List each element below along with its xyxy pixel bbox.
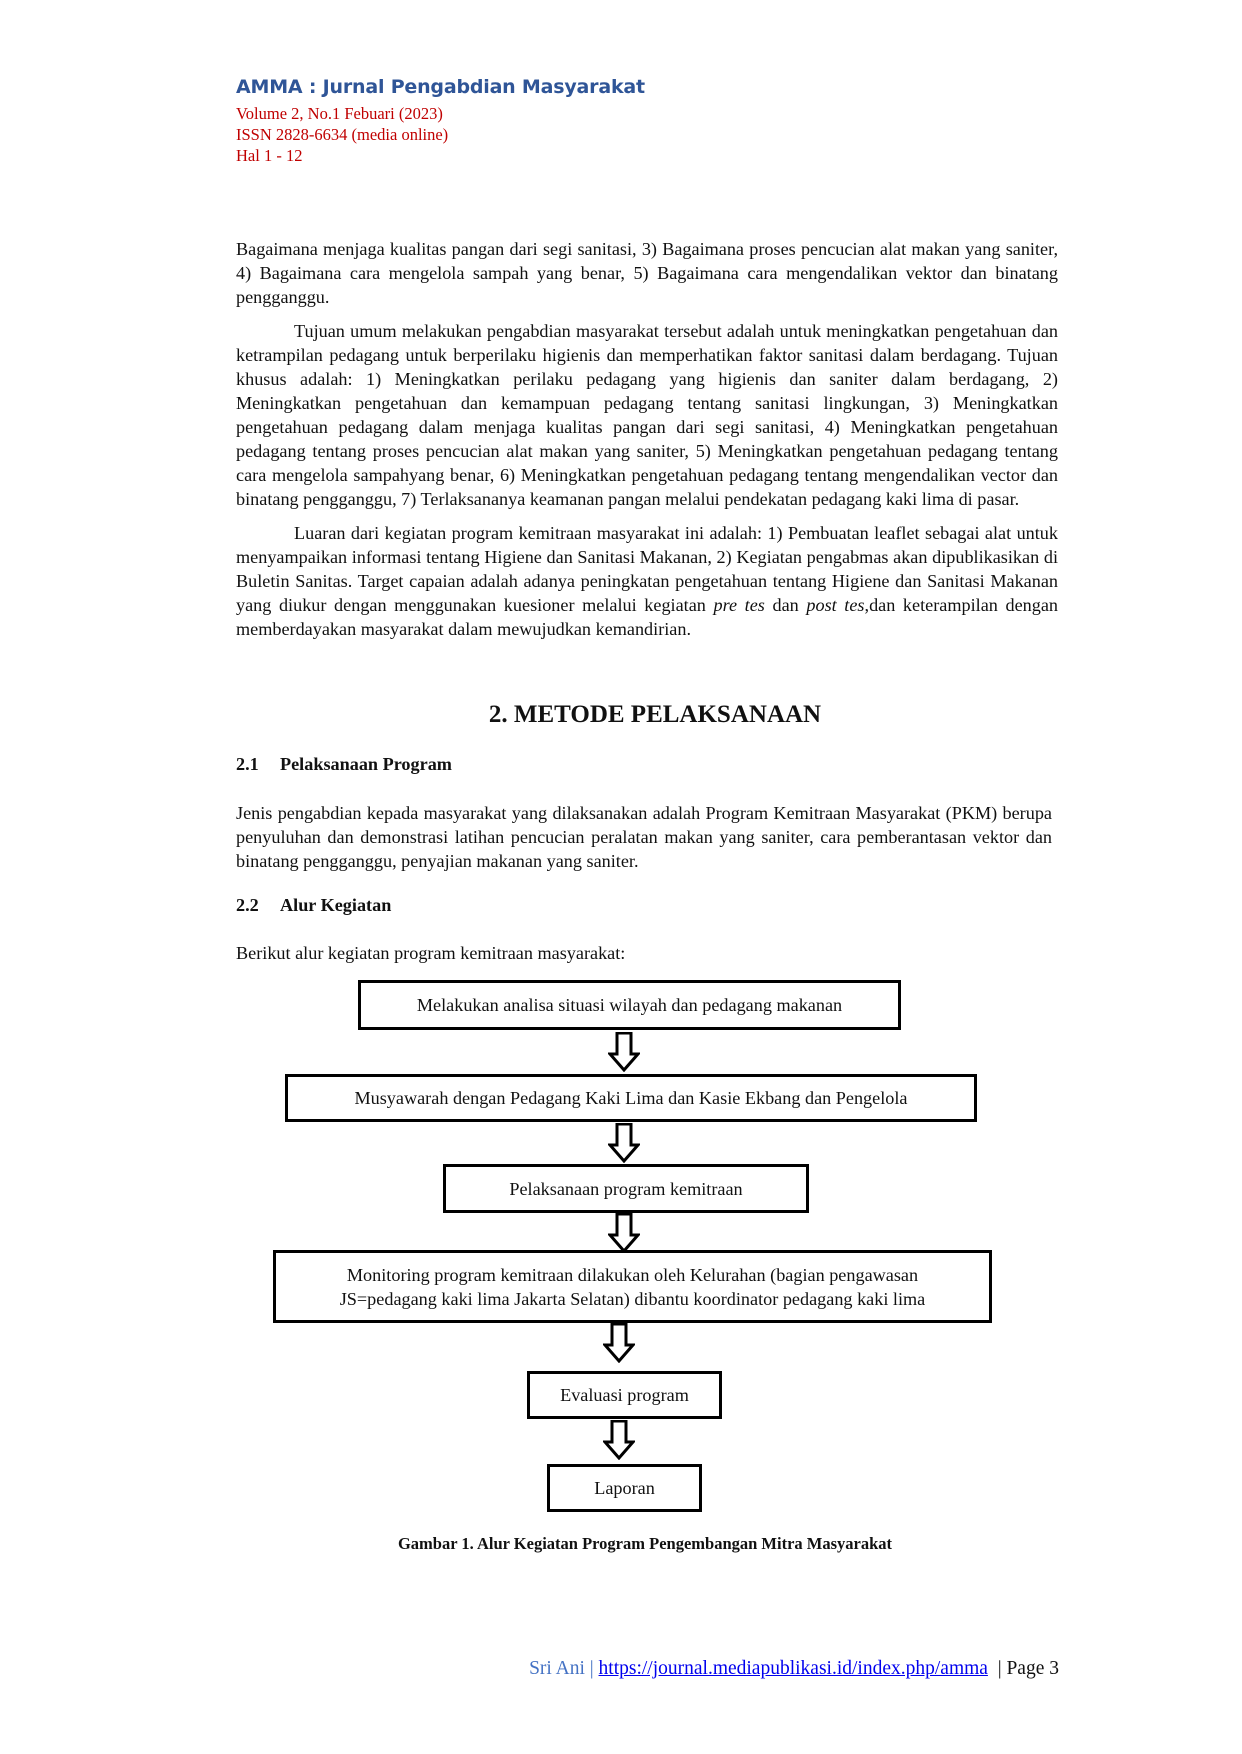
flow-step-6: Laporan bbox=[547, 1464, 702, 1512]
subsection-2-2-heading bbox=[236, 895, 391, 916]
post-tes-term: post tes bbox=[806, 595, 865, 615]
page-footer bbox=[529, 1658, 1059, 1680]
flow-step-5: Evaluasi program bbox=[527, 1371, 722, 1419]
volume-info: Volume 2, No.1 Febuari (2023) bbox=[236, 104, 443, 123]
issn-info: ISSN 2828-6634 (media online) bbox=[236, 125, 449, 144]
subsection-2-1-title: Pelaksanaan Program bbox=[280, 754, 452, 774]
journal-link[interactable]: https://journal.mediapublikasi.id/index.php/amma bbox=[598, 1658, 988, 1679]
down-arrow-icon bbox=[603, 1420, 635, 1460]
subsection-2-2-number: 2.2 bbox=[236, 895, 259, 915]
paragraph-3 bbox=[236, 521, 1058, 641]
journal-title: AMMA : Jurnal Pengabdian Masyarakat bbox=[236, 76, 645, 98]
paragraph-2: Tujuan umum melakukan pengabdian masyarakat tersebut adalah untuk meningkatkan pengetahuan dan ketrampilan pedagang untuk berperilaku higienis dan memperhatikan faktor sanitasi dalam berdagang. Tujuan khusus adalah: 1) Meningkatkan perilaku pedagang yang higienis dan saniter dalam berdagang, 2) Meningkatkan pengetahuan dan kemampuan pedagang tentang sanitasi lingkungan, 3) Meningkatkan pengetahuan pedagang dalam menjaga kualitas pangan dari segi sanitasi, 4) Meningkatkan pengetahuan pedagang tentang proses pencucian alat makan yang saniter, 5) Meningkatkan pengetahuan pedagang tentang cara mengelola sampahyang benar, 6) Meningkatkan pengetahuan pedagang tentang mengendalikan vector dan binatang pengganggu, 7) Terlaksananya keamanan pangan melalui pendekatan pedagang kaki lima di pasar. bbox=[236, 321, 1058, 509]
page-number: | Page 3 bbox=[997, 1658, 1059, 1679]
paragraph-3-text-a: Luaran dari kegiatan program kemitraan masyarakat ini adalah: 1) Pembuatan leaflet sebagai alat untuk menyampaikan informasi tentang Higiene dan Sanitasi Makanan, 2) Kegiatan pengabmas akan dipublikasikan di Buletin Sanitas. Target capaian adalah adanya peningkatan pengetahuan tentang Higiene dan Sanitasi Makanan yang diukur dengan menggunakan kuesioner melalui kegiatan bbox=[236, 523, 1058, 615]
section-heading: 2. METODE PELAKSANAAN bbox=[488, 701, 822, 728]
subsection-2-1-heading bbox=[236, 754, 452, 775]
figure-caption: Gambar 1. Alur Kegiatan Program Pengembangan Mitra Masyarakat bbox=[397, 1534, 893, 1553]
footer-separator: | bbox=[589, 1658, 594, 1679]
flow-step-2: Musyawarah dengan Pedagang Kaki Lima dan Kasie Ekbang dan Pengelola bbox=[285, 1074, 977, 1122]
subsection-2-1-number: 2.1 bbox=[236, 754, 259, 774]
down-arrow-icon bbox=[608, 1123, 640, 1163]
subsection-2-2-text bbox=[236, 941, 1058, 975]
down-arrow-icon bbox=[603, 1323, 635, 1363]
flow-step-4: Monitoring program kemitraan dilakukan oleh Kelurahan (bagian pengawasan JS=pedagang kaki lima Jakarta Selatan) dibantu koordinator pedagang kaki lima bbox=[273, 1250, 992, 1323]
paragraph-3-text-b: dan bbox=[764, 595, 807, 615]
flow-step-1: Melakukan analisa situasi wilayah dan pedagang makanan bbox=[358, 980, 901, 1030]
subsection-2-2-paragraph: Berikut alur kegiatan program kemitraan masyarakat: bbox=[236, 943, 626, 963]
subsection-2-2-title: Alur Kegiatan bbox=[280, 895, 392, 915]
subsection-2-1-paragraph: Jenis pengabdian kepada masyarakat yang dilaksanakan adalah Program Kemitraan Masyarakat (PKM) berupa penyuluhan dan demonstrasi latihan pencucian peralatan makan yang saniter, cara pemberantasan vektor dan binatang pengganggu, penyajian makanan yang saniter. bbox=[236, 803, 1052, 871]
paragraph-1: Bagaimana menjaga kualitas pangan dari segi sanitasi, 3) Bagaimana proses pencucian alat makan yang saniter, 4) Bagaimana cara mengelola sampah yang benar, 5) Bagaimana cara mengendalikan vektor dan binatang pengganggu. bbox=[236, 239, 1058, 307]
footer-author: Sri Ani bbox=[529, 1658, 585, 1679]
subsection-2-1-text bbox=[236, 801, 1052, 883]
pre-tes-term: pre tes bbox=[713, 595, 765, 615]
page-range: Hal 1 - 12 bbox=[236, 146, 303, 165]
paragraph-3-text-c: ,dan keterampilan dengan memberdayakan masyarakat dalam mewujudkan kemandirian. bbox=[236, 595, 1058, 639]
down-arrow-icon bbox=[608, 1213, 640, 1253]
down-arrow-icon bbox=[608, 1032, 640, 1072]
flow-step-3: Pelaksanaan program kemitraan bbox=[443, 1164, 809, 1213]
body-text bbox=[236, 237, 1058, 651]
